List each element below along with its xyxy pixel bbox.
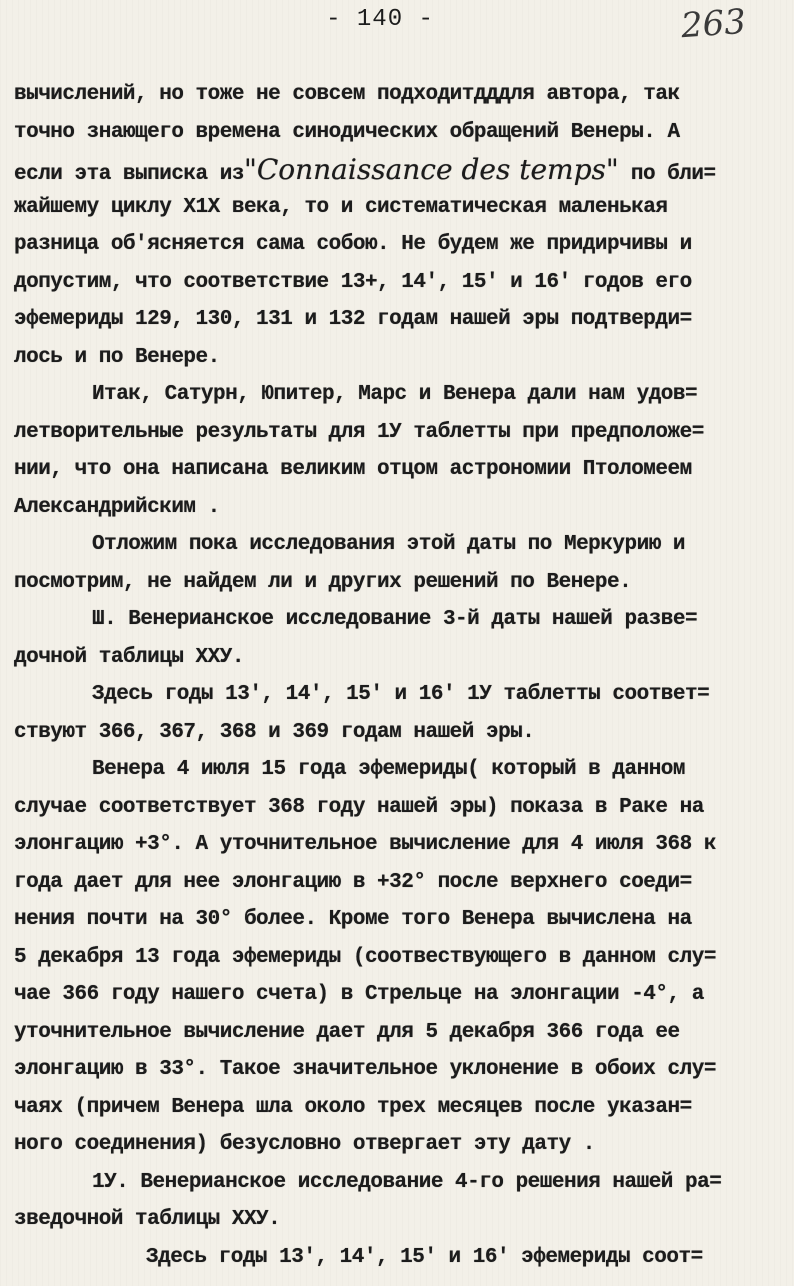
archive-number-handwritten: 263 [679, 1, 748, 47]
text-line: лось и по Венере. [14, 345, 220, 369]
text-line: элонгацию в 33°. Такое значительное уклонение в обоих слу= [14, 1058, 716, 1081]
text-line: уточнительное вычисление дает для 5 декабря 366 года ее [14, 1020, 680, 1044]
text-line: чае 366 году нашего счета) в Стрельце на элонгации -4°, а [14, 983, 704, 1006]
text-line: летворительные результаты для 1У таблетты при предположе= [14, 420, 704, 444]
text-line: точно знающего времена синодических обращений Венеры. А [14, 120, 680, 144]
text-line: 5 декабря 13 года эфемериды (соотвествующего в данном слу= [14, 945, 716, 969]
text-line: дочной таблицы ХХУ. [14, 645, 244, 669]
paragraph-start-line: Здесь годы 13', 14', 15' и 16' 1У таблетты соответ= [92, 683, 710, 706]
text-line: нии, что она написана великим отцом астрономии Птоломеем [14, 458, 692, 481]
paragraph-start-line: Итак, Сатурн, Юпитер, Марс и Венера дали нам удов= [92, 383, 698, 406]
paragraph-start-line: Отложим пока исследования этой даты по Меркурию и [92, 533, 686, 556]
text-line: нения почти на 30° более. Кроме того Венера вычислена на [14, 908, 692, 931]
text-line: допустим, что соответствие 13+, 14', 15' и 16' годов его [14, 270, 692, 294]
paragraph-start-line: Здесь годы 13', 14', 15' и 16' эфемериды соот= [146, 1245, 703, 1269]
text-line [14, 151, 784, 189]
text-line: разница об'ясняется сама собою. Не будем же придирчивы и [14, 233, 692, 256]
text-line: зведочной таблицы ХХУ. [14, 1208, 281, 1231]
text-line: чаях (причем Венера шла около трех месяцев после указан= [14, 1095, 692, 1119]
text-line-part: по бли= [618, 163, 716, 186]
text-line: года дает для нее элонгацию в +32° после верхнего соеди= [14, 870, 692, 894]
text-line: посмотрим, не найдем ли и других решений по Венере. [14, 570, 632, 594]
paragraph-start-line: Венера 4 июля 15 года эфемериды( который в данном [92, 758, 686, 781]
page-number: - 140 - [326, 6, 434, 33]
text-line: ного соединения) безусловно отвергает эту дату . [14, 1133, 595, 1156]
text-line: ствуют 366, 367, 368 и 369 годам нашей эры. [14, 720, 535, 744]
text-line: случае соответствует 368 году нашей эры) показа в Раке на [14, 795, 704, 819]
text-line: вычислений, но тоже не совсем подходитдддля автора, так [14, 83, 680, 106]
text-line: эфемериды 129, 130, 131 и 132 годам нашей эры подтверди= [14, 308, 692, 331]
body-text [14, 76, 784, 1276]
text-line-part: если эта выписка из [14, 163, 244, 186]
section-heading-line: 1У. Венерианское исследование 4-го решения нашей ра= [92, 1170, 722, 1194]
handwritten-insertion: "Connaissance des temps" [243, 153, 619, 186]
text-line: элонгацию +3°. А уточнительное вычисление для 4 июля 368 к [14, 833, 716, 856]
text-line: жайшему циклу Х1Х века, то и систематическая маленькая [14, 195, 668, 219]
section-heading-line: Ш. Венерианское исследование 3-й даты нашей разве= [92, 608, 698, 631]
text-line: Александрийским . [14, 495, 220, 519]
